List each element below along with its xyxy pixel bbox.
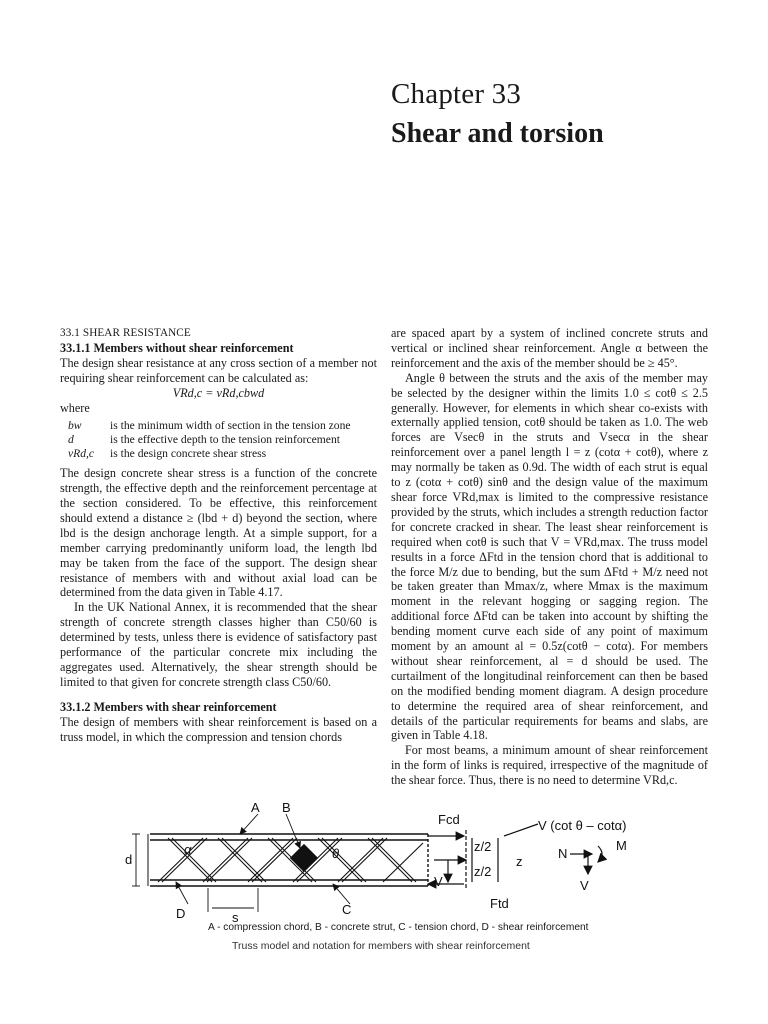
paragraph: The design concrete shear stress is a function of the concrete strength, the effective depth and the reinforcement percentage at the section considered. To be effective, this reinforcement should extend a distance ≥ (lbd + d) beyond the section, where lbd is the design anchorage length. At a simple support, for a member carrying predominantly uniform load, the length lbd may be taken from the face of the support. The design shear resistance of members with and without axial load can be determined from the data given in Table 4.17.: [60, 466, 377, 600]
definition-text: is the minimum width of section in the tension zone: [110, 419, 351, 433]
figure-legend: A - compression chord, B - concrete strut, C - tension chord, D - shear reinforcement: [208, 922, 589, 933]
paragraph: The design shear resistance at any cross section of a member not requiring shear reinforcement can be calculated as:: [60, 355, 377, 385]
chapter-number: Chapter 33: [391, 78, 522, 110]
paragraph: The design of members with shear reinforcement is based on a truss model, in which the compression and tension chords: [60, 714, 377, 744]
definition-text: is the effective depth to the tension reinforcement: [110, 433, 340, 447]
label-D: D: [176, 906, 186, 921]
definition-list: [60, 419, 377, 460]
definition-symbol: bw: [68, 419, 82, 433]
label-z2-bottom: z/2: [474, 864, 492, 879]
definition-row: [60, 433, 377, 447]
label-theta: θ: [332, 846, 340, 861]
where-label: where: [60, 400, 90, 415]
label-d: d: [125, 852, 133, 867]
left-column: [60, 326, 377, 745]
label-B: B: [282, 800, 291, 815]
label-C: C: [342, 902, 352, 917]
label-alpha: α: [184, 842, 192, 857]
figure-caption: Truss model and notation for members with shear reinforcement: [232, 940, 530, 952]
label-vcot: V (cot θ – cotα): [538, 818, 627, 833]
label-A: A: [251, 800, 260, 815]
chapter-title: Shear and torsion: [391, 118, 604, 149]
subsection-heading-1: 33.1.1 Members without shear reinforcement: [60, 340, 294, 355]
definition-symbol: vRd,c: [68, 446, 95, 460]
label-M: M: [616, 838, 627, 853]
label-V-right: V: [580, 878, 589, 893]
label-V-left: V: [434, 874, 443, 889]
label-N: N: [558, 846, 568, 861]
definition-row: [60, 447, 377, 461]
paragraph: In the UK National Annex, it is recommended that the shear strength of concrete strength classes higher than C50/60 is determined by tests, unless there is evidence of satisfactory past performance of the particular concrete mix including the aggregates used. Alternatively, the shear strength should be limited to that given for concrete strength class C50/60.: [60, 600, 377, 689]
paragraph: Angle θ between the struts and the axis of the member may be selected by the designer within the limits 1.0 ≤ cotθ ≤ 2.5 generally. However, for elements in which shear co-exists with externally applied tension, cotθ should be taken as 1.0. The web forces are Vsecθ in the struts and Vsecα in the shear reinforcement over a panel length l = z (cotα + cotθ), where z may normally be taken as 0.9d. The width of each strut is equal to z (cotα + cotθ) sinθ and the design value of the maximum shear force VRd,max is limited to the compressive resistance provided by the struts, which includes a strength reduction factor for concrete cracked in shear. The least shear reinforcement is required when cotθ is such that V = VRd,max. The truss model results in a force ΔFtd in the tension chord that is additional to the force M/z due to bending, but the sum ΔFtd + M/z need not be taken greater than Mmax/z, where Mmax is the maximum moment in the relevant hogging or sagging region. The additional force ΔFtd can be taken into account by shifting the bending moment curve each side of any point of maximum moment by an amount al = 0.5z(cotθ − cotα). For members without shear reinforcement, al = d should be used. The curtailment of the longitudinal reinforcement can then be based on the modified bending moment diagram. A design procedure to determine the required area of shear reinforcement, and details of the particular requirements for beams and slabs, are given in Table 4.18.: [391, 370, 708, 743]
label-s: s: [232, 910, 239, 925]
definition-row: [60, 419, 377, 433]
section-heading: 33.1 SHEAR RESISTANCE: [60, 327, 191, 339]
paragraph: For most beams, a minimum amount of shear reinforcement in the form of links is required, irrespective of the magnitude of the shear force. Thus, there is no need to determine VRd,c.: [391, 743, 708, 788]
label-Fcd: Fcd: [438, 812, 460, 827]
right-column: [391, 326, 708, 788]
formula: VRd,c = vRd,cbwd: [172, 385, 265, 400]
label-Ftd: Ftd: [490, 896, 509, 911]
truss-web: [158, 838, 423, 882]
label-z2-top: z/2: [474, 839, 492, 854]
definition-text: is the design concrete shear stress: [110, 446, 267, 460]
label-leaders: [132, 814, 350, 912]
paragraph: are spaced apart by a system of inclined concrete struts and vertical or inclined shear reinforcement. Angle α between the reinforcement and the axis of the member should be ≥ 45°.: [391, 326, 708, 370]
label-z: z: [516, 854, 523, 869]
definition-symbol: d: [68, 433, 74, 447]
truss-figure: [125, 796, 648, 952]
truss-diagram: [125, 796, 648, 926]
subsection-heading-2: 33.1.2 Members with shear reinforcement: [60, 699, 277, 714]
strut-highlight: [290, 844, 318, 872]
free-body: [428, 824, 602, 890]
